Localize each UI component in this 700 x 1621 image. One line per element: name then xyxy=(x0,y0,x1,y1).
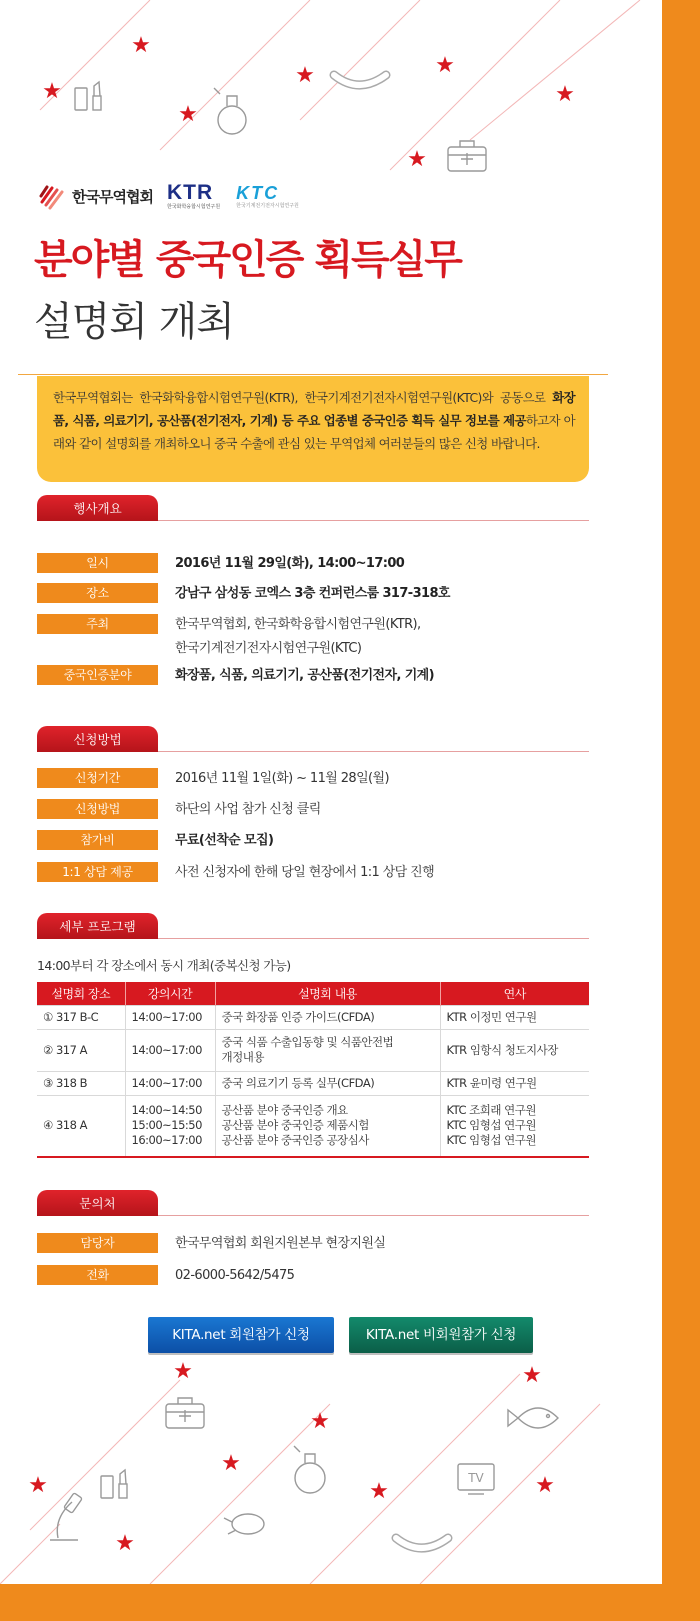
cell-content-line: 개정내용 xyxy=(221,1050,264,1064)
star-icon: ★ xyxy=(295,63,315,88)
flask-icon xyxy=(294,1446,325,1493)
apply-row-method xyxy=(37,799,321,819)
contact-value: 한국무역협회 회원지원본부 현장지원실 xyxy=(175,1236,386,1251)
ktc-logo-subtext: 한국기계전기전자시험연구원 xyxy=(236,202,299,209)
section-contact-title: 문의처 xyxy=(37,1190,158,1216)
star-icon: ★ xyxy=(173,1360,193,1384)
star-icon: ★ xyxy=(407,147,427,172)
contact-label: 전화 xyxy=(37,1265,158,1285)
ktr-logo-subtext: 한국화학융합시험연구원 xyxy=(166,203,221,210)
ktc-logo-text: KTC xyxy=(236,182,280,203)
cell-content-line: 공산품 분야 중국인증 공장심사 xyxy=(221,1133,369,1148)
star-icon: ★ xyxy=(535,1473,555,1498)
flask-icon xyxy=(214,88,246,134)
section-divider xyxy=(158,1215,589,1216)
cell-content-line: 중국 식품 수출입동향 및 식품안전법 xyxy=(221,1035,394,1049)
star-icon: ★ xyxy=(221,1451,241,1476)
star-icon: ★ xyxy=(28,1473,48,1498)
apply-value: 사전 신청자에 한해 당일 현장에서 1:1 상담 진행 xyxy=(175,865,435,880)
contact-row-phone xyxy=(37,1265,294,1285)
apply-value: 무료(선착순 모집) xyxy=(175,833,274,848)
page-subtitle: 설명회 개최 xyxy=(34,299,234,345)
page-title: 분야별 중국인증 획득실무 xyxy=(34,237,461,283)
cell-place: ② 317 A xyxy=(37,1029,125,1071)
ktc-logo xyxy=(236,184,299,209)
overview-host-values xyxy=(158,614,421,659)
first-aid-kit-icon xyxy=(166,1398,204,1428)
section-program-title: 세부 프로그램 xyxy=(37,913,158,939)
section-apply-title: 신청방법 xyxy=(37,726,158,752)
section-program-header xyxy=(37,913,589,939)
overview-label: 일시 xyxy=(37,553,158,573)
section-divider xyxy=(158,751,589,752)
overview-value: 2016년 11월 29일(화), 14:00~17:00 xyxy=(175,556,405,571)
apply-value: 2016년 11월 1일(화) ~ 11월 28일(월) xyxy=(175,771,389,786)
intro-box xyxy=(37,376,589,482)
column-header-time: 강의시간 xyxy=(125,982,215,1005)
cell-time: 14:00~17:00 xyxy=(125,1005,215,1029)
program-table-header xyxy=(37,982,589,1005)
cell-content xyxy=(215,1029,440,1071)
fish-icon xyxy=(508,1408,558,1428)
table-row xyxy=(37,1005,589,1029)
star-icon: ★ xyxy=(369,1479,389,1504)
microscope-icon xyxy=(50,1493,82,1540)
section-overview-title: 행사개요 xyxy=(37,495,158,521)
star-icon: ★ xyxy=(42,79,62,104)
nonmember-apply-button[interactable]: KITA.net 비회원참가 신청 xyxy=(349,1317,533,1353)
overview-label: 주최 xyxy=(37,614,158,634)
cell-place: ① 317 B-C xyxy=(37,1005,125,1029)
table-row xyxy=(37,1029,589,1071)
section-apply-header xyxy=(37,726,589,752)
cell-content-line: 공산품 분야 중국인증 제품시험 xyxy=(221,1118,369,1133)
column-header-place: 설명회 장소 xyxy=(37,982,125,1005)
overview-row-fields xyxy=(37,665,434,685)
overview-value: 한국무역협회, 한국화학융합시험연구원(KTR), xyxy=(175,617,421,632)
overview-value: 강남구 삼성동 코엑스 3층 컨퍼런스룸 317-318호 xyxy=(175,586,450,601)
overview-row-date xyxy=(37,553,404,573)
overview-row-host xyxy=(37,614,421,656)
star-icon: ★ xyxy=(131,33,151,58)
apply-value: 하단의 사업 참가 신청 클릭 xyxy=(175,802,321,817)
section-divider xyxy=(158,520,589,521)
apply-row-period xyxy=(37,768,389,788)
kita-logo-icon xyxy=(38,182,66,210)
cell-content xyxy=(215,1095,440,1157)
star-icon: ★ xyxy=(522,1363,542,1388)
star-icon: ★ xyxy=(435,53,455,78)
top-decoration xyxy=(0,0,662,180)
tv-icon xyxy=(458,1464,494,1494)
kita-logo xyxy=(38,182,153,210)
section-overview-header xyxy=(37,495,589,521)
cell-speaker: KTR 임항식 청도지사장 xyxy=(440,1029,589,1071)
title-divider xyxy=(18,374,608,375)
table-row xyxy=(37,1071,589,1095)
intro-highlight: 화장품, 식품, 의료기기, 공산품(전기전자, 기계) 등 주요 업종별 중국인증 획득 실무 정보를 제공 xyxy=(53,390,575,428)
apply-label: 1:1 상담 제공 xyxy=(37,862,158,882)
cell-speaker: KTR 윤미령 연구원 xyxy=(440,1071,589,1095)
overview-label: 중국인증분야 xyxy=(37,665,158,685)
column-header-speaker: 연사 xyxy=(440,982,589,1005)
cell-place: ④ 318 A xyxy=(37,1095,125,1157)
cell-speaker-line: KTC 임형섭 연구원 xyxy=(446,1133,536,1148)
svg-text:TV: TV xyxy=(468,1471,484,1485)
star-icon: ★ xyxy=(115,1531,135,1556)
apply-label: 신청방법 xyxy=(37,799,158,819)
cell-content-line: 공산품 분야 중국인증 개요 xyxy=(221,1103,348,1118)
cell-time-line: 16:00~17:00 xyxy=(131,1133,202,1148)
cell-content: 중국 의료기기 등록 실무(CFDA) xyxy=(215,1071,440,1095)
section-contact-header xyxy=(37,1190,589,1216)
program-note: 14:00부터 각 장소에서 동시 개최(중복신청 가능) xyxy=(37,958,291,973)
cell-time: 14:00~17:00 xyxy=(125,1071,215,1095)
apply-label: 신청기간 xyxy=(37,768,158,788)
intro-text: 한국무역협회는 한국화학융합시험연구원(KTR), 한국기계전기전자시험연구원(KTC)와 공동으로 xyxy=(53,390,553,405)
contact-row-manager xyxy=(37,1233,385,1253)
cell-speaker: KTR 이정민 연구원 xyxy=(440,1005,589,1029)
kita-logo-text: 한국무역협회 xyxy=(72,187,153,206)
chicken-icon xyxy=(224,1514,264,1534)
cell-content: 중국 화장품 인증 가이드(CFDA) xyxy=(215,1005,440,1029)
star-icon: ★ xyxy=(310,1409,330,1434)
apply-row-fee xyxy=(37,830,273,850)
cell-time xyxy=(125,1095,215,1157)
partner-logos xyxy=(38,178,299,214)
star-icon: ★ xyxy=(555,82,575,107)
sausage-icon xyxy=(396,1538,448,1548)
contact-label: 담당자 xyxy=(37,1233,158,1253)
overview-label: 장소 xyxy=(37,583,158,603)
cosmetics-icon xyxy=(101,1470,127,1498)
orange-side-bar xyxy=(662,0,700,1621)
column-header-content: 설명회 내용 xyxy=(215,982,440,1005)
bottom-decoration xyxy=(0,1360,662,1584)
apply-row-consulting xyxy=(37,862,434,882)
orange-bottom-bar xyxy=(0,1584,700,1621)
cell-speaker-line: KTC 임형섭 연구원 xyxy=(446,1118,536,1133)
cell-speaker xyxy=(440,1095,589,1157)
contact-value: 02-6000-5642/5475 xyxy=(175,1268,295,1283)
member-apply-button[interactable]: KITA.net 회원참가 신청 xyxy=(148,1317,334,1353)
overview-value: 화장품, 식품, 의료기기, 공산품(전기전자, 기계) xyxy=(175,668,434,683)
apply-label: 참가비 xyxy=(37,830,158,850)
section-divider xyxy=(158,938,589,939)
table-row xyxy=(37,1095,589,1157)
cell-place: ③ 318 B xyxy=(37,1071,125,1095)
cosmetics-icon xyxy=(75,82,101,110)
cell-speaker-line: KTC 조희래 연구원 xyxy=(446,1103,536,1118)
cell-time-line: 15:00~15:50 xyxy=(131,1118,202,1133)
first-aid-kit-icon xyxy=(448,141,486,171)
ktr-logo xyxy=(166,180,221,210)
star-icon: ★ xyxy=(178,102,198,127)
intro-text-end: 하고자 아래와 같이 설명회를 개최하오니 중국 수출에 관심 있는 무역업체 여러분들의 많은 신청 바랍니다. xyxy=(53,413,575,451)
ktr-logo-text: KTR xyxy=(166,180,214,204)
sausage-icon xyxy=(334,75,386,85)
cell-time: 14:00~17:00 xyxy=(125,1029,215,1071)
overview-value-2: 한국기계전기전자시험연구원(KTC) xyxy=(175,641,362,656)
cell-time-line: 14:00~14:50 xyxy=(131,1103,202,1118)
program-table xyxy=(37,982,589,1158)
overview-row-venue xyxy=(37,583,450,603)
